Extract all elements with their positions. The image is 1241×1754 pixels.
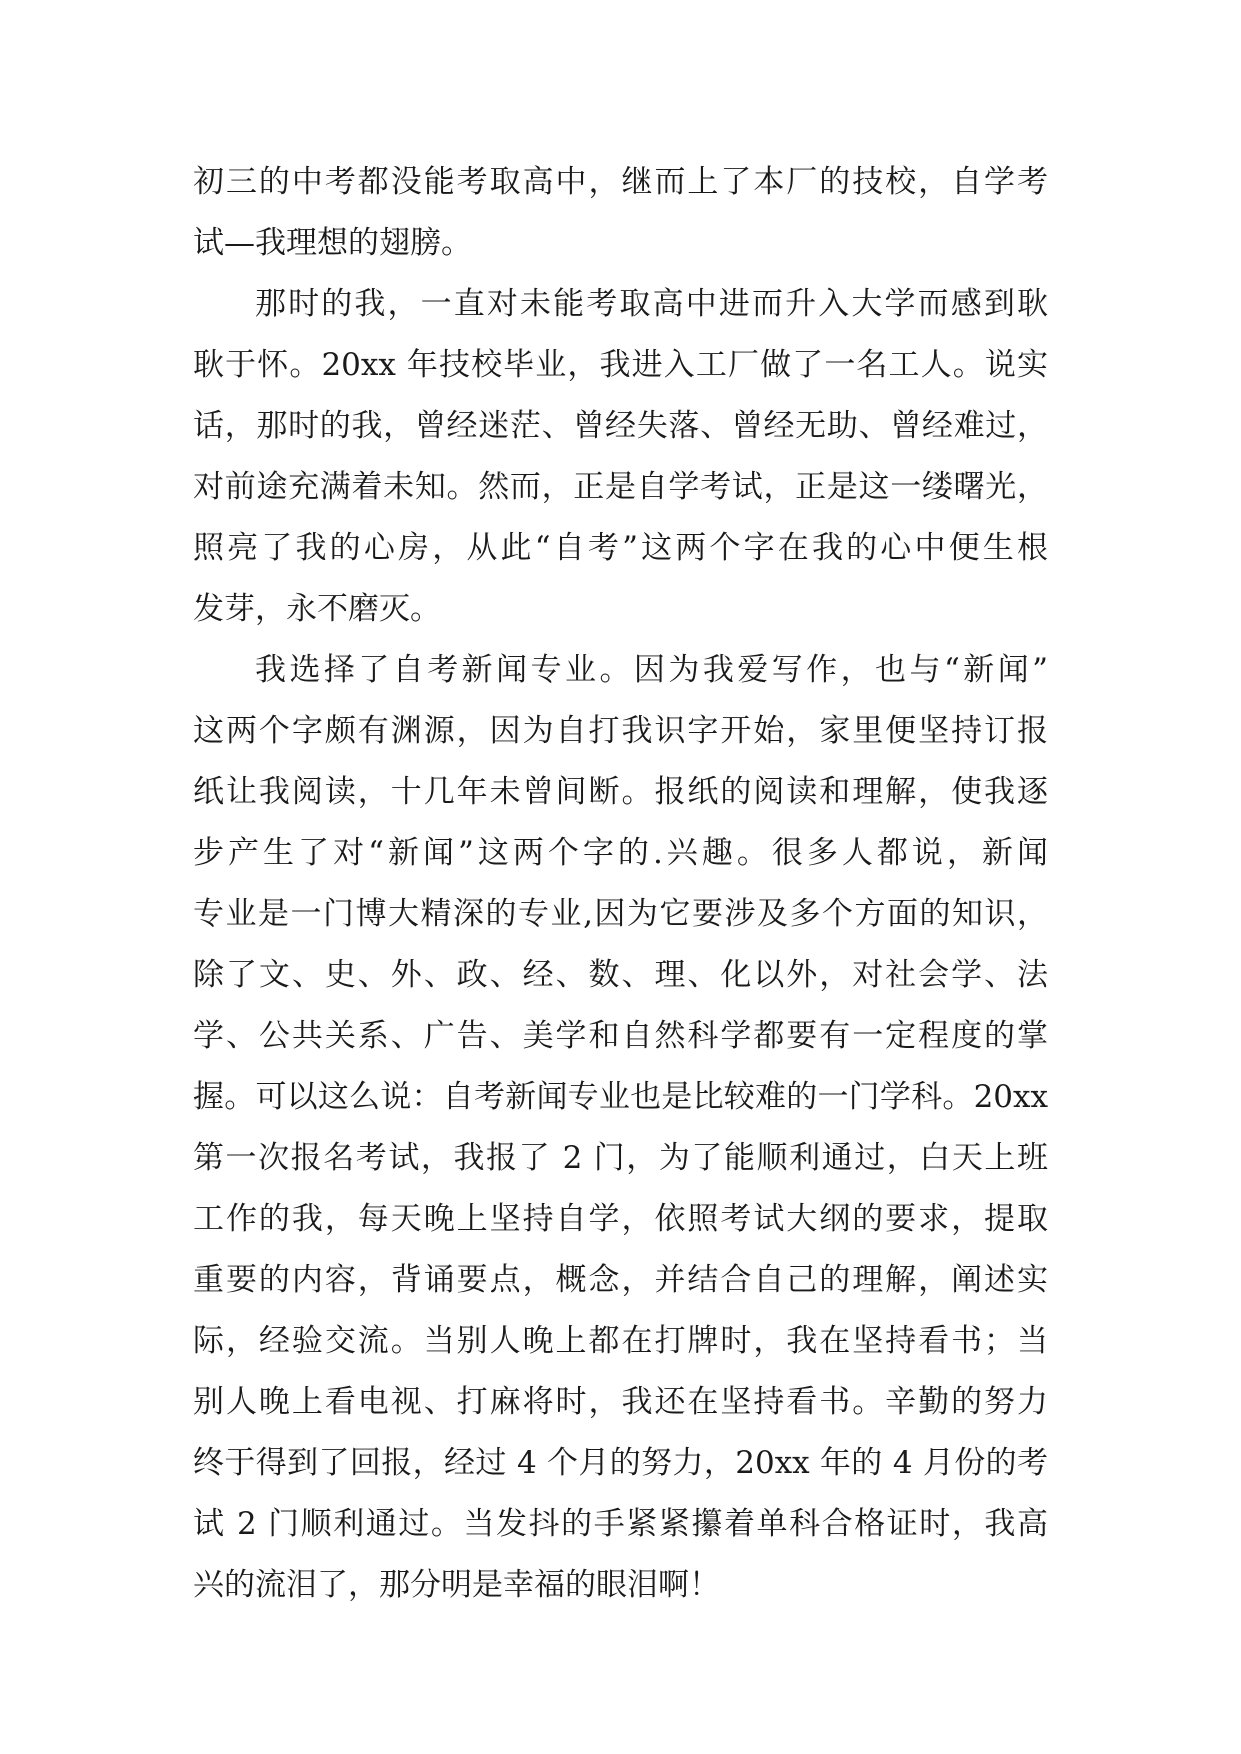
text-line: 发芽，永不磨灭。 xyxy=(193,591,441,627)
text-line: 握。可以这么说：自考新闻专业也是比较难的一门学科。20xx xyxy=(193,1079,1048,1115)
text-line: 这两个字颇有渊源，因为自打我识字开始，家里便坚持订报 xyxy=(193,713,1048,749)
text-line: 初三的中考都没能考取高中，继而上了本厂的技校，自学考 xyxy=(193,164,1048,200)
text-line: 耿于怀。20xx 年技校毕业，我进入工厂做了一名工人。说实 xyxy=(193,347,1048,383)
text-line: 第一次报名考试，我报了 2 门，为了能顺利通过，白天上班 xyxy=(193,1140,1048,1176)
text-line: 那时的我，一直对未能考取高中进而升入大学而感到耿 xyxy=(255,286,1048,322)
text-line: 工作的我，每天晚上坚持自学，依照考试大纲的要求，提取 xyxy=(193,1201,1048,1237)
body-text xyxy=(193,152,1048,1616)
text-line: 别人晚上看电视、打麻将时，我还在坚持看书。辛勤的努力 xyxy=(193,1384,1048,1420)
text-line: 专业是一门博大精深的专业,因为它要涉及多个方面的知识， xyxy=(193,896,1048,932)
text-line: 我选择了自考新闻专业。因为我爱写作，也与“新闻” xyxy=(255,652,1048,688)
text-line: 试—我理想的翅膀。 xyxy=(193,225,472,261)
text-line: 终于得到了回报，经过 4 个月的努力，20xx 年的 4 月份的考 xyxy=(193,1445,1048,1481)
text-line: 试 2 门顺利通过。当发抖的手紧紧攥着单科合格证时，我高 xyxy=(193,1506,1048,1542)
paragraph-1 xyxy=(193,152,1048,274)
paragraph-3 xyxy=(193,640,1048,1616)
text-line: 重要的内容，背诵要点，概念，并结合自己的理解，阐述实 xyxy=(193,1262,1048,1298)
text-line: 对前途充满着未知。然而，正是自学考试，正是这一缕曙光， xyxy=(193,469,1048,505)
text-line: 步产生了对“新闻”这两个字的.兴趣。很多人都说，新闻 xyxy=(193,835,1048,871)
text-line: 照亮了我的心房，从此“自考”这两个字在我的心中便生根 xyxy=(193,530,1048,566)
text-line: 际，经验交流。当别人晚上都在打牌时，我在坚持看书；当 xyxy=(193,1323,1048,1359)
text-line: 学、公共关系、广告、美学和自然科学都要有一定程度的掌 xyxy=(193,1018,1048,1054)
paragraph-2 xyxy=(193,274,1048,640)
text-line: 话，那时的我，曾经迷茫、曾经失落、曾经无助、曾经难过， xyxy=(193,408,1048,444)
text-line: 纸让我阅读，十几年未曾间断。报纸的阅读和理解，使我逐 xyxy=(193,774,1048,810)
text-line: 除了文、史、外、政、经、数、理、化以外，对社会学、法 xyxy=(193,957,1048,993)
text-line: 兴的流泪了，那分明是幸福的眼泪啊！ xyxy=(193,1567,720,1603)
